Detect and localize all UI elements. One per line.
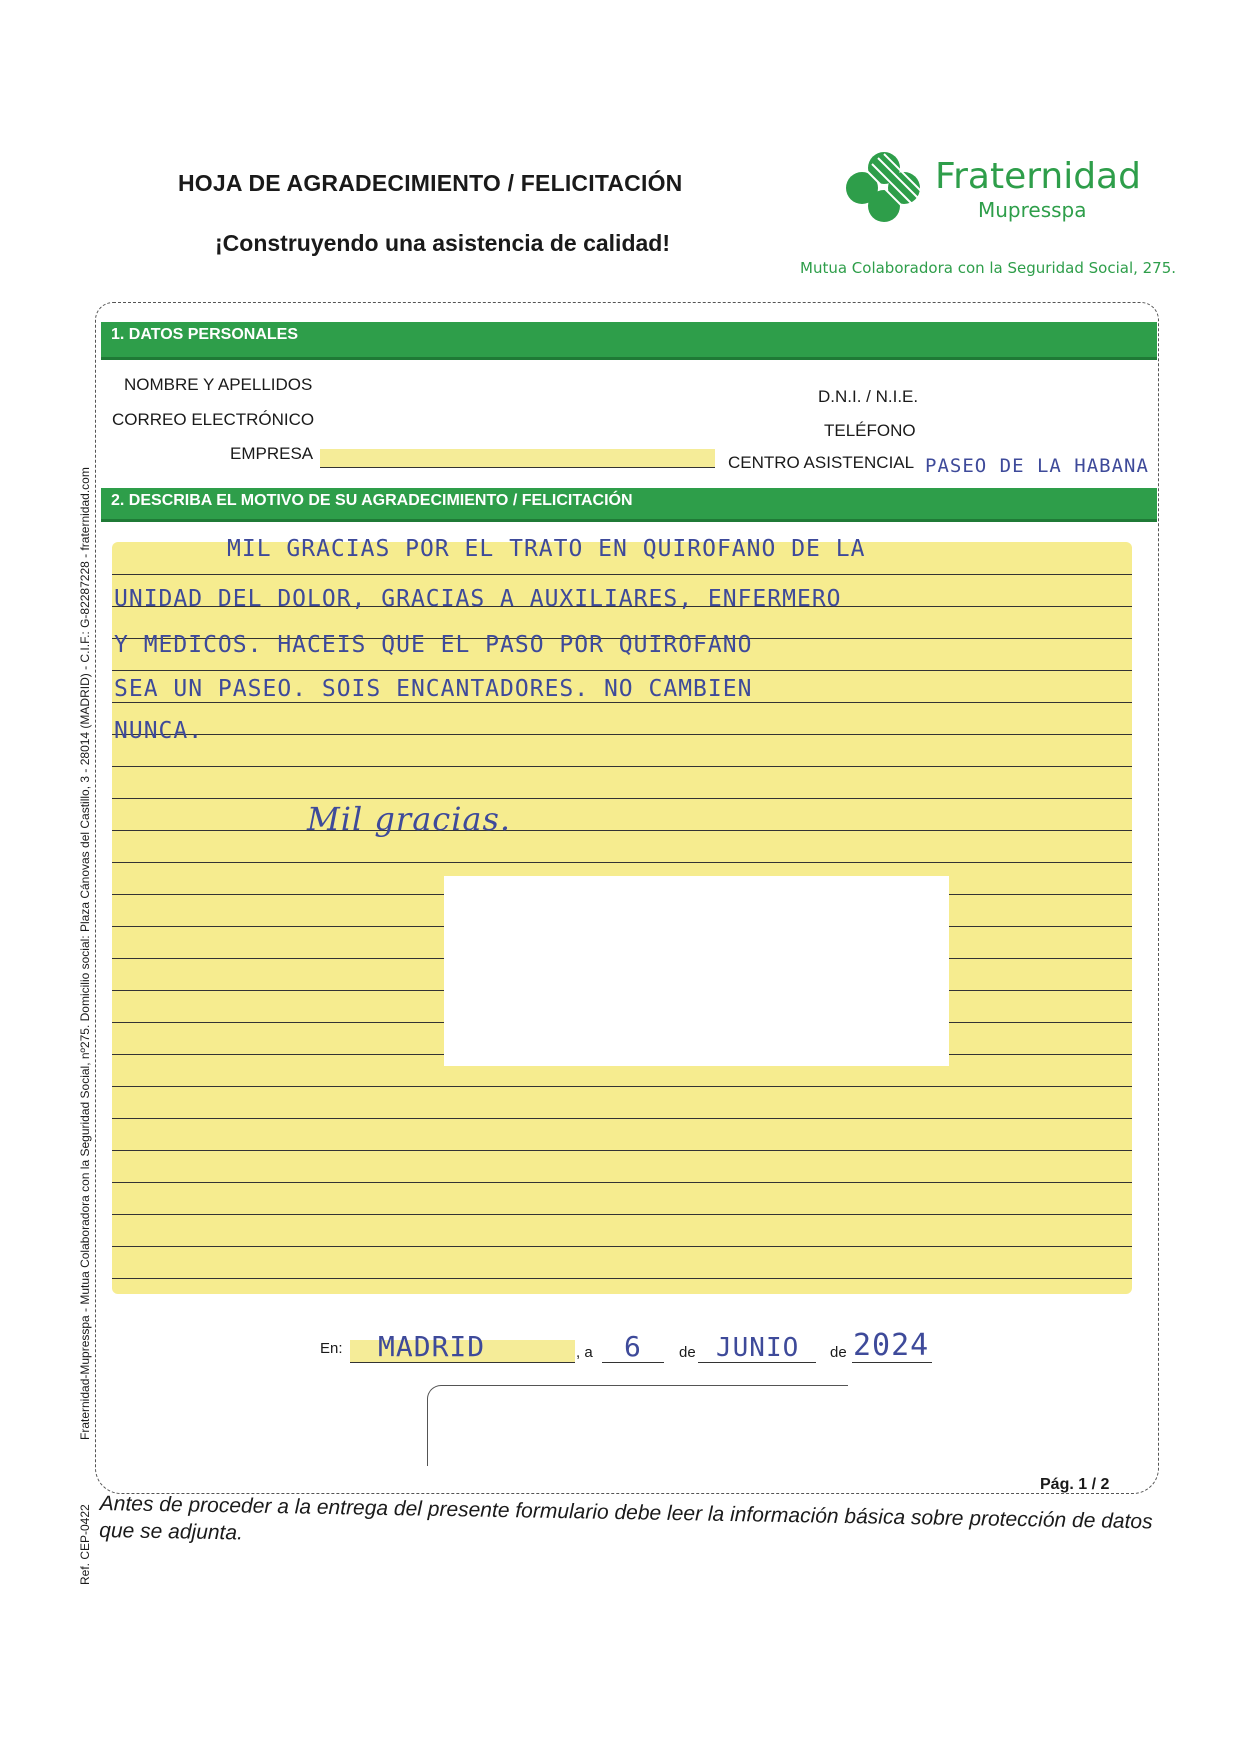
centro-value[interactable]: PASEO DE LA HABANA	[925, 455, 1149, 477]
month-value: JUNIO	[716, 1333, 800, 1363]
centro-label: CENTRO ASISTENCIAL	[728, 453, 915, 472]
empresa-label: EMPRESA	[230, 444, 314, 463]
form-subtitle: ¡Construyendo una asistencia de calidad!	[215, 230, 670, 256]
section2-heading: 2. DESCRIBA EL MOTIVO DE SU AGRADECIMIENTO / FELICITACIÓN	[101, 488, 1157, 522]
message-line-3: Y MEDICOS. HACEIS QUE EL PASO POR QUIROFANO	[114, 632, 753, 658]
signature-box[interactable]	[427, 1385, 848, 1466]
section1-heading: 1. DATOS PERSONALES	[101, 322, 1157, 360]
brand-name: Fraternidad	[935, 156, 1141, 197]
message-closing: Mil gracias.	[307, 800, 512, 838]
correo-label: CORREO ELECTRÓNICO	[112, 410, 315, 429]
data-protection-notice: Antes de proceder a la entrega del presente formulario debe leer la información básica sobre protección de datos que se adjunta.	[99, 1491, 1153, 1545]
message-line-4: SEA UN PASEO. SOIS ENCANTADORES. NO CAMBIEN	[114, 676, 753, 702]
de-label-1: de	[679, 1344, 696, 1361]
form-title: HOJA DE AGRADECIMIENTO / FELICITACIÓN	[178, 170, 683, 196]
empresa-field[interactable]	[320, 449, 715, 468]
telefono-label: TELÉFONO	[824, 421, 916, 440]
message-line-5: NUNCA.	[114, 718, 204, 744]
clover-logo-icon	[838, 150, 928, 225]
brand-subname: Mupresspa	[978, 198, 1087, 222]
side-ref-text: Ref. CEP-0422	[78, 1504, 92, 1585]
de-label-2: de	[830, 1344, 847, 1361]
message-line-2: UNIDAD DEL DOLOR, GRACIAS A AUXILIARES, ENFERMERO	[114, 586, 842, 612]
a-label: , a	[576, 1344, 593, 1361]
side-legal-text: Fraternidad-Mupresspa - Mutua Colaboradora con la Seguridad Social, nº275. Domicilio social: Plaza Cánovas del Castillo, 3 - 28014 (MADRID) - C.I.F.: G-82287228 - fraternidad.com	[78, 467, 92, 1440]
mutua-line: Mutua Colaboradora con la Seguridad Social, 275.	[800, 259, 1177, 277]
dni-label: D.N.I. / N.I.E.	[818, 387, 919, 406]
page-number: Pág. 1 / 2	[1040, 1476, 1110, 1493]
nombre-label: NOMBRE Y APELLIDOS	[124, 375, 313, 394]
redaction-box	[444, 876, 949, 1066]
year-value: 2024	[853, 1328, 930, 1363]
en-label: En:	[320, 1340, 343, 1357]
day-value: 6	[624, 1330, 642, 1363]
message-line-1: MIL GRACIAS POR EL TRATO EN QUIROFANO DE LA	[227, 536, 866, 562]
place-value: MADRID	[378, 1330, 486, 1363]
